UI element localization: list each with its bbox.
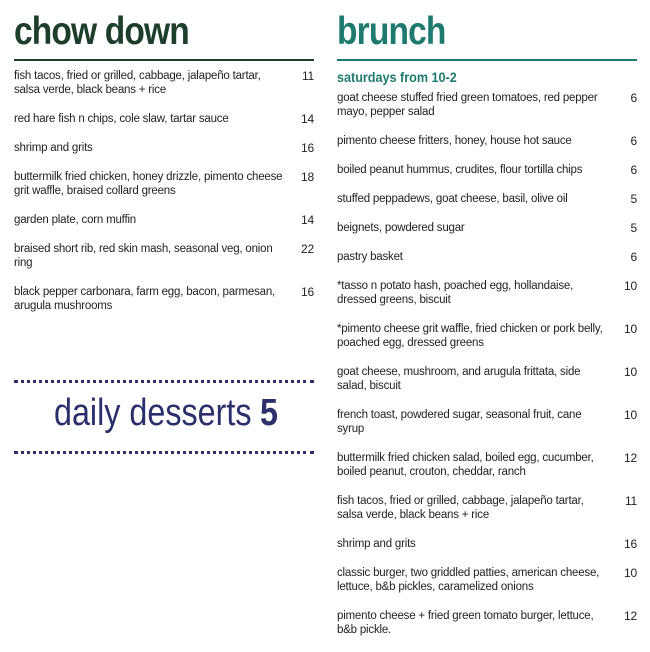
menu-item-price: 10: [624, 322, 637, 336]
menu-item: [337, 537, 637, 551]
menu-item-description: boiled peanut hummus, crudites, flour tortilla chips: [337, 164, 583, 176]
menu-item-description: *pimento cheese grit waffle, fried chicken or pork belly, poached egg, dressed greens: [337, 323, 603, 349]
brunch-section: [337, 0, 637, 652]
menu-item-price: 16: [624, 537, 637, 551]
brunch-heading: brunch: [337, 10, 446, 53]
menu-item-description: goat cheese, mushroom, and arugula frittata, side salad, biscuit: [337, 366, 581, 392]
menu-item-description: shrimp and grits: [337, 538, 416, 550]
menu-item-price: 11: [301, 69, 314, 83]
chow-down-heading: chow down: [14, 10, 189, 53]
menu-item-price: 10: [624, 365, 637, 379]
menu-item-price: 10: [624, 279, 637, 293]
menu-item-price: 14: [301, 112, 314, 126]
menu-item: [337, 408, 637, 436]
menu-item-price: 14: [301, 213, 314, 227]
menu-item-description: red hare fish n chips, cole slaw, tartar sauce: [14, 113, 229, 125]
menu-item: [14, 170, 314, 198]
menu-item-description: *tasso n potato hash, poached egg, hollandaise, dressed greens, biscuit: [337, 280, 574, 306]
menu-item-price: 6: [630, 250, 637, 264]
menu-item-price: 10: [624, 566, 637, 580]
menu-item: [337, 566, 637, 594]
menu-item-price: 6: [630, 91, 637, 105]
menu-item-price: 11: [624, 494, 637, 508]
menu-item-price: 22: [301, 242, 314, 256]
menu-item-description: garden plate, corn muffin: [14, 214, 137, 226]
menu-item: [337, 192, 637, 206]
menu-item: [337, 250, 637, 264]
daily-desserts-label: daily desserts: [54, 392, 252, 434]
menu-item-price: 18: [301, 170, 314, 184]
menu-item-price: 10: [624, 408, 637, 422]
menu-item: [337, 134, 637, 148]
menu-item-description: beignets, powdered sugar: [337, 222, 465, 234]
menu-item-price: 5: [630, 192, 637, 206]
menu-item: [337, 163, 637, 177]
brunch-hours: saturdays from 10-2: [337, 69, 457, 85]
menu-item: [14, 213, 314, 227]
desserts-bottom-dotted-divider: [14, 451, 314, 454]
menu-item-price: 16: [301, 141, 314, 155]
menu-item: [14, 69, 314, 97]
desserts-top-dotted-divider: [14, 380, 314, 383]
menu-item-description: braised short rib, red skin mash, seasonal veg, onion ring: [14, 243, 273, 269]
menu-item: [337, 494, 637, 522]
menu-item: [14, 285, 314, 313]
menu-item-description: pimento cheese + fried green tomato burger, lettuce, b&b pickle.: [337, 610, 594, 636]
menu-item-price: 12: [624, 609, 637, 623]
menu-item: [337, 91, 637, 119]
menu-item-price: 5: [630, 221, 637, 235]
menu-item: [337, 609, 637, 637]
menu-item: [337, 221, 637, 235]
menu-item: [337, 322, 637, 350]
chow-down-divider: [14, 59, 314, 61]
menu-item-description: buttermilk fried chicken salad, boiled egg, cucumber, boiled peanut, crouton, cheddar, ranch: [337, 452, 594, 478]
menu-item: [14, 112, 314, 126]
menu-item-description: pastry basket: [337, 251, 403, 263]
chow-down-section: [14, 0, 314, 328]
menu-item-description: pimento cheese fritters, honey, house hot sauce: [337, 135, 572, 147]
chow-down-menu-list: [14, 69, 314, 313]
menu-item-price: 6: [630, 163, 637, 177]
menu-item-description: goat cheese stuffed fried green tomatoes, red pepper mayo, pepper salad: [337, 92, 598, 118]
daily-desserts-price: 5: [259, 392, 278, 434]
menu-item-price: 6: [630, 134, 637, 148]
menu-item: [337, 279, 637, 307]
menu-item-description: classic burger, two griddled patties, american cheese, lettuce, b&b pickles, caramelized onions: [337, 567, 600, 593]
menu-item-description: fish tacos, fried or grilled, cabbage, jalapeño tartar, salsa verde, black beans + rice: [337, 495, 584, 521]
menu-item: [14, 141, 314, 155]
brunch-divider: [337, 59, 637, 61]
menu-item: [14, 242, 314, 270]
menu-item-price: 16: [301, 285, 314, 299]
menu-item-description: fish tacos, fried or grilled, cabbage, jalapeño tartar, salsa verde, black beans + rice: [14, 70, 261, 96]
menu-item: [337, 365, 637, 393]
menu-item-description: buttermilk fried chicken, honey drizzle, pimento cheese grit waffle, braised collard greens: [14, 171, 283, 197]
menu-item-price: 12: [624, 451, 637, 465]
menu-item-description: shrimp and grits: [14, 142, 93, 154]
daily-desserts-banner: [54, 392, 278, 435]
brunch-menu-list: [337, 91, 637, 637]
menu-item-description: stuffed peppadews, goat cheese, basil, olive oil: [337, 193, 568, 205]
menu-item-description: black pepper carbonara, farm egg, bacon, parmesan, arugula mushrooms: [14, 286, 276, 312]
menu-item-description: french toast, powdered sugar, seasonal fruit, cane syrup: [337, 409, 582, 435]
menu-item: [337, 451, 637, 479]
